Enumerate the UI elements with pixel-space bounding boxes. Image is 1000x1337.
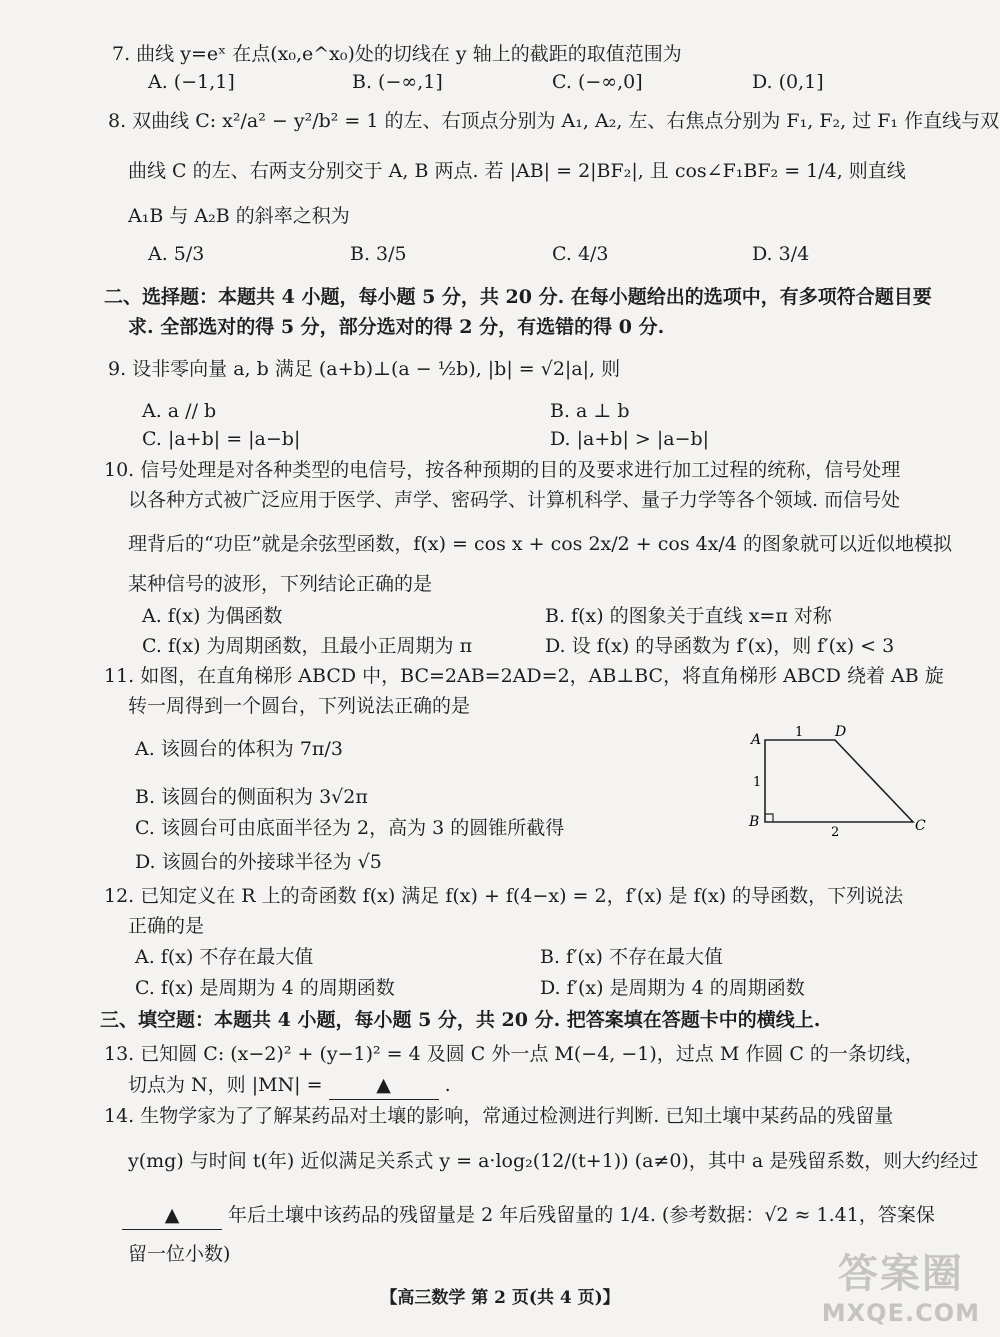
- q8-line1: 8. 双曲线 C: x²/a² − y²/b² = 1 的左、右顶点分别为 A₁, A₂, 左、右焦点分别为 F₁, F₂, 过 F₁ 作直线与双: [108, 110, 1000, 132]
- q12-option-d: D. f′(x) 是周期为 4 的周期函数: [540, 977, 805, 999]
- q9-option-b: B. a ⊥ b: [550, 400, 630, 422]
- q9-option-c: C. |a+b| = |a−b|: [142, 428, 301, 450]
- q10-line2: 以各种方式被广泛应用于医学、声学、密码学、计算机科学、量子力学等各个领域. 而信号处: [128, 489, 901, 511]
- q13-line2-post: .: [444, 1074, 451, 1096]
- q14-line1: 14. 生物学家为了了解某药品对土壤的影响，常通过检测进行判断. 已知土壤中某药品的残留量: [104, 1105, 894, 1127]
- q9-stem: 9. 设非零向量 a, b 满足 (a+b)⊥(a − ½b), |b| = √2|a|, 则: [108, 358, 621, 380]
- q7-option-a: A. (−1,1]: [148, 71, 235, 93]
- length-ab: 1: [753, 775, 762, 790]
- q13-answer-blank: ▲: [329, 1071, 439, 1100]
- section2-line2: 求. 全部选对的得 5 分，部分选对的得 2 分，有选错的得 0 分.: [128, 316, 665, 338]
- q14-line4: 留一位小数): [128, 1243, 231, 1265]
- q12-option-a: A. f(x) 不存在最大值: [135, 946, 314, 968]
- q10-option-b: B. f(x) 的图象关于直线 x=π 对称: [545, 605, 832, 627]
- q12-line2: 正确的是: [128, 915, 205, 937]
- q11-option-d: D. 该圆台的外接球半径为 √5: [135, 851, 382, 873]
- watermark-bottom: MXQE.COM: [821, 1299, 980, 1327]
- q13-line2-pre: 切点为 N，则 |MN| =: [128, 1074, 323, 1096]
- label-d: D: [835, 724, 847, 740]
- q8-line3: A₁B 与 A₂B 的斜率之积为: [128, 205, 350, 227]
- q12-line1: 12. 已知定义在 R 上的奇函数 f(x) 满足 f(x) + f(4−x) = 2，f′(x) 是 f(x) 的导函数，下列说法: [104, 885, 904, 907]
- q11-option-c: C. 该圆台可由底面半径为 2，高为 3 的圆锥所截得: [135, 817, 565, 839]
- q7-option-d: D. (0,1]: [752, 71, 824, 93]
- q12-option-c: C. f(x) 是周期为 4 的周期函数: [135, 977, 395, 999]
- length-ad: 1: [795, 725, 804, 740]
- length-bc: 2: [831, 825, 840, 837]
- section2-line1: 二、选择题：本题共 4 小题，每小题 5 分，共 20 分. 在每小题给出的选项中，有多项符合题目要: [104, 286, 932, 308]
- section3-line1: 三、填空题：本题共 4 小题，每小题 5 分，共 20 分. 把答案填在答题卡中的横线上.: [100, 1009, 821, 1031]
- q14-answer-blank: ▲: [122, 1201, 222, 1230]
- q14-line3-post: 年后土壤中该药品的残留量是 2 年后残留量的 1/4. (参考数据：√2 ≈ 1.41，答案保: [228, 1204, 935, 1226]
- q8-option-c: C. 4/3: [552, 243, 609, 265]
- q12-option-b: B. f′(x) 不存在最大值: [540, 946, 723, 968]
- page-footer: 【高三数学 第 2 页(共 4 页)】: [380, 1288, 620, 1308]
- q8-option-a: A. 5/3: [148, 243, 205, 265]
- trapezoid-figure: [745, 722, 935, 837]
- right-angle-mark: [765, 814, 773, 822]
- q14-line3: [122, 1201, 935, 1230]
- q11-option-a: A. 该圆台的体积为 7π/3: [135, 738, 343, 760]
- q14-line2: y(mg) 与时间 t(年) 近似满足关系式 y = a·log₂(12/(t+1)) (a≠0)，其中 a 是残留系数，则大约经过: [128, 1150, 979, 1172]
- q10-option-d: D. 设 f(x) 的导函数为 f′(x)，则 f′(x) < 3: [545, 635, 895, 657]
- watermark-logo: [822, 1242, 980, 1327]
- label-c: C: [915, 818, 926, 834]
- q9-option-a: A. a // b: [142, 400, 217, 422]
- q10-option-a: A. f(x) 为偶函数: [142, 605, 283, 627]
- trapezoid-outline: [765, 740, 913, 822]
- label-a: A: [751, 732, 762, 748]
- q11-line1: 11. 如图，在直角梯形 ABCD 中，BC=2AB=2AD=2，AB⊥BC，将直角梯形 ABCD 绕着 AB 旋: [104, 665, 944, 687]
- q8-option-d: D. 3/4: [752, 243, 810, 265]
- q7-stem: 7. 曲线 y=eˣ 在点(x₀,e^x₀)处的切线在 y 轴上的截距的取值范围为: [112, 43, 682, 65]
- q10-line3: 理背后的“功臣”就是余弦型函数，f(x) = cos x + cos 2x/2 + cos 4x/4 的图象就可以近似地模拟: [128, 533, 952, 555]
- q9-option-d: D. |a+b| > |a−b|: [550, 428, 710, 450]
- watermark-top: 答案圈: [837, 1251, 964, 1297]
- q11-option-b: B. 该圆台的侧面积为 3√2π: [135, 786, 368, 808]
- q8-option-b: B. 3/5: [350, 243, 407, 265]
- q10-option-c: C. f(x) 为周期函数，且最小正周期为 π: [142, 635, 473, 657]
- q13-line1: 13. 已知圆 C: (x−2)² + (y−1)² = 4 及圆 C 外一点 M(−4, −1)，过点 M 作圆 C 的一条切线，: [104, 1043, 924, 1065]
- q13-line2: [128, 1071, 451, 1100]
- q7-option-c: C. (−∞,0]: [552, 71, 643, 93]
- q10-line4: 某种信号的波形，下列结论正确的是: [128, 573, 433, 595]
- q7-option-b: B. (−∞,1]: [352, 71, 443, 93]
- q8-line2: 曲线 C 的左、右两支分别交于 A, B 两点. 若 |AB| = 2|BF₂|, 且 cos∠F₁BF₂ = 1/4, 则直线: [128, 160, 906, 182]
- q11-line2: 转一周得到一个圆台，下列说法正确的是: [128, 695, 471, 717]
- label-b: B: [749, 814, 760, 830]
- q10-line1: 10. 信号处理是对各种类型的电信号，按各种预期的目的及要求进行加工过程的统称，信号处理: [104, 459, 901, 481]
